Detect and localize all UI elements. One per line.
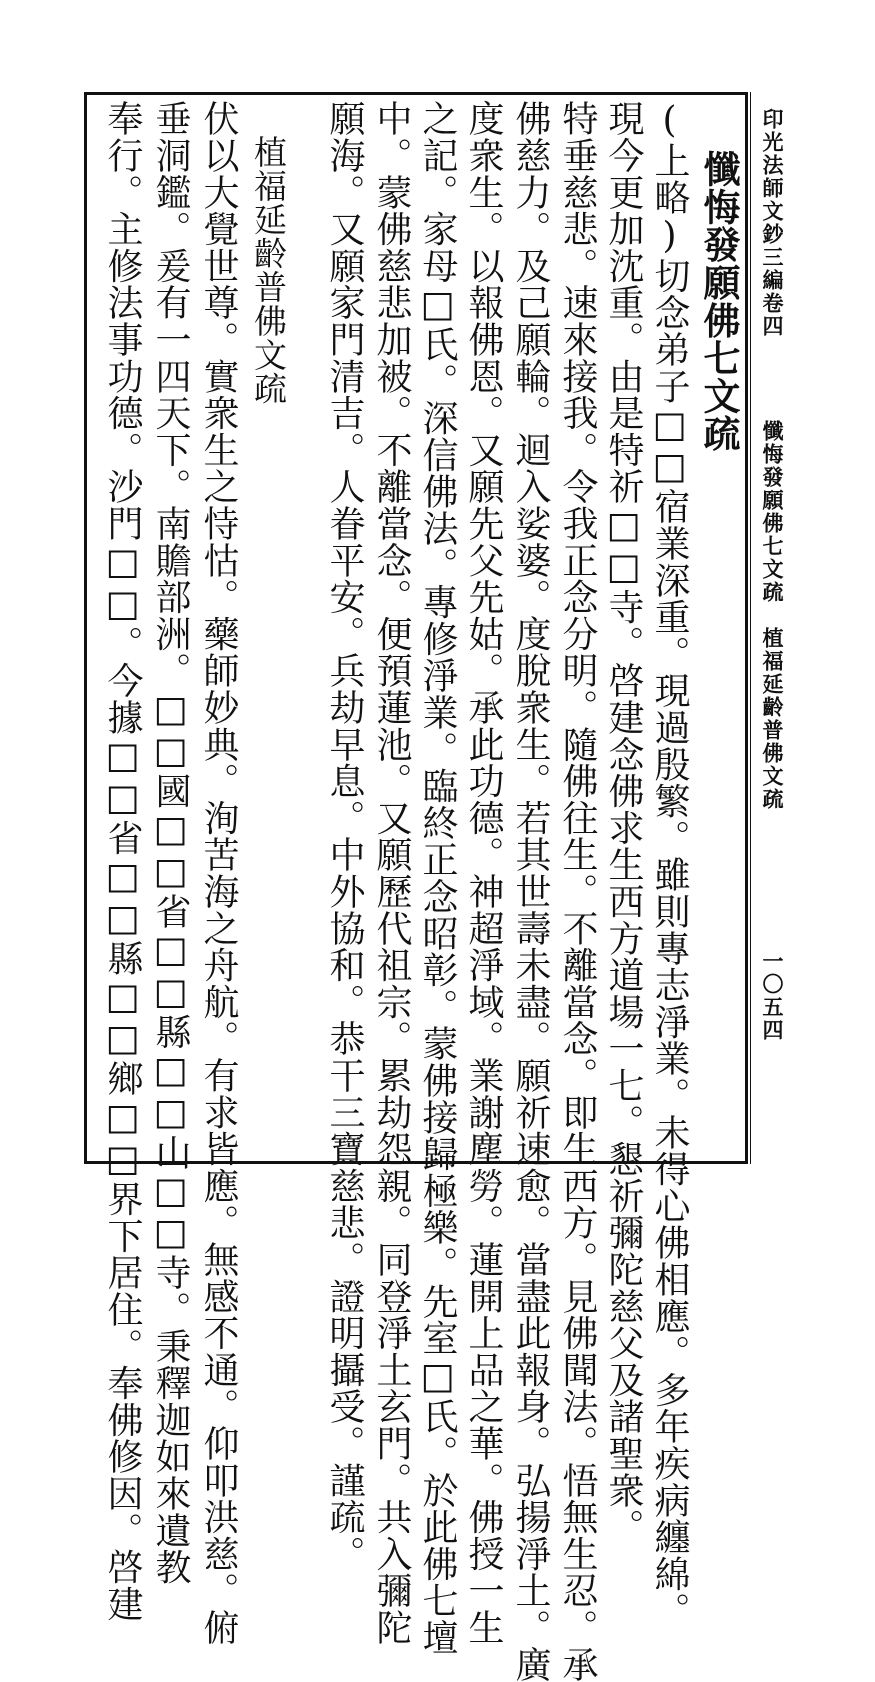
title-blessing-longevity: 植福延齡普佛文疏 xyxy=(249,135,288,406)
text-column-1: (上略)切念弟子□□宿業深重。現過殷繁。雖則專志淨業。未得心佛相應。多年疾病纏綿。 xyxy=(649,100,690,1629)
section-titles: 懺悔發願佛七文疏 植福延齡普佛文疏 xyxy=(760,420,785,811)
page-number: 一〇五四 xyxy=(760,950,785,1042)
margin-rule xyxy=(750,92,751,1164)
text-column-3: 特垂慈悲。速來接我。令我正念分明。隨佛往生。不離當念。即生西方。見佛聞法。悟無生忍。承 xyxy=(557,100,598,1682)
title-repentance-vow: 懺悔發願佛七文疏 xyxy=(697,150,741,453)
text-column-11: 垂洞鑑。爰有一四天下。南贍部洲。□□國□□省□□縣□□山□□寺。秉釋迦如來遺教 xyxy=(150,100,191,1586)
text-column-5: 度衆生。以報佛恩。又願先父先姑。承此功德。神超淨域。業謝塵勞。蓮開上品之華。佛授一生 xyxy=(463,100,504,1646)
text-column-12: 奉行。主修法事功德。沙門□□。今據□□省□□縣□□鄉□□界下居住。奉佛修因。啓建 xyxy=(102,100,143,1622)
text-column-7: 中。蒙佛慈悲加被。不離當念。便預蓮池。又願歷代祖宗。累劫怨親。同登淨土玄門。共入彌陀 xyxy=(371,100,412,1646)
text-column-8: 願海。又願家門清吉。人眷平安。兵劫早息。中外協和。恭干三寶慈悲。證明攝受。謹疏。 xyxy=(324,100,365,1572)
text-column-2: 現今更加沈重。由是特祈□□寺。啓建念佛求生西方道場一七。懇祈彌陀慈父及諸聖衆。 xyxy=(603,100,644,1546)
text-column-6: 之記。家母□氏。深信佛法。專修淨業。臨終正念昭彰。蒙佛接歸極樂。先室□氏。於此佛七壇 xyxy=(417,100,458,1656)
book-title: 印光法師文鈔三編卷四 xyxy=(760,108,785,338)
text-column-4: 佛慈力。及己願輪。迴入娑婆。度脫衆生。若其世壽未盡。願祈速愈。當盡此報身。弘揚淨土。廣 xyxy=(510,100,551,1682)
text-column-10: 伏以大覺世尊。實衆生之恃怙。藥師妙典。洵苦海之舟航。有求皆應。無感不通。仰叩洪慈。俯 xyxy=(198,100,239,1646)
